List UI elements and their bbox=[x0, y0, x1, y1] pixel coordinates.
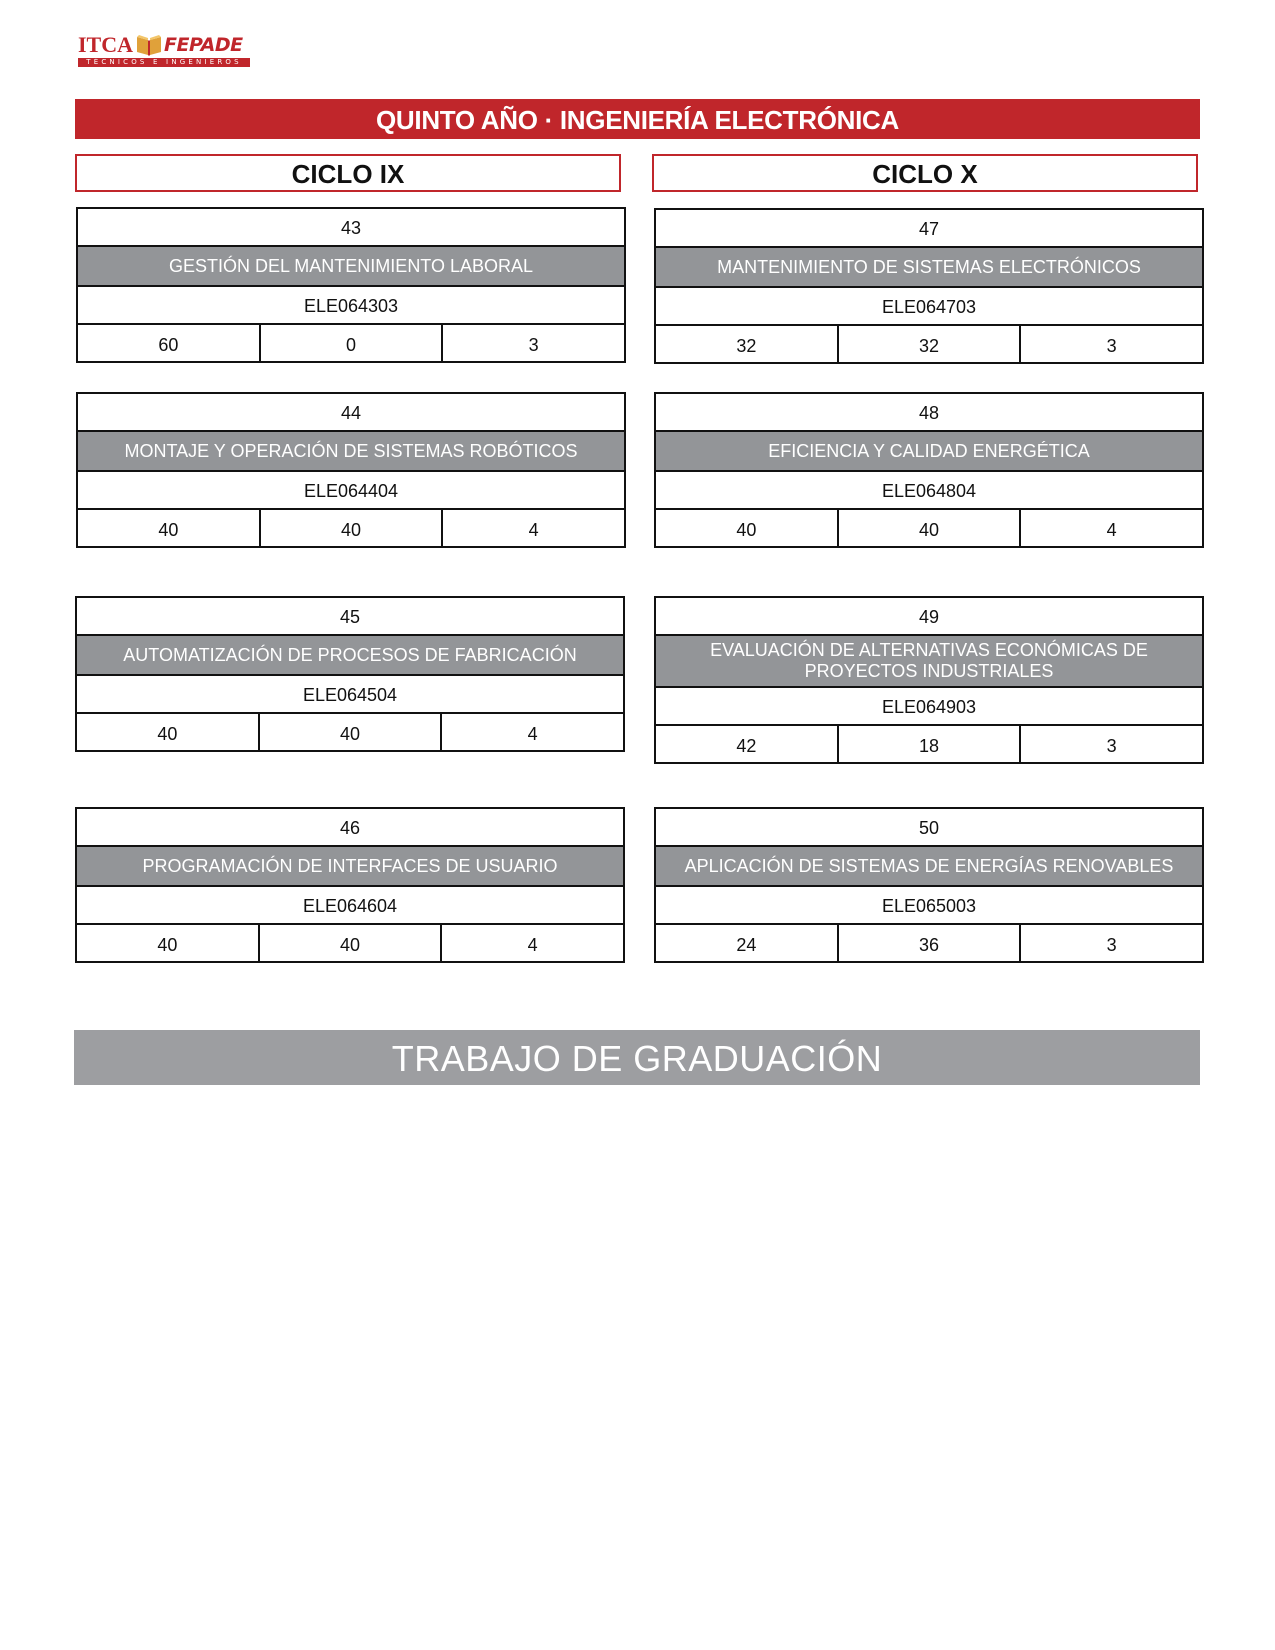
course-value-2: 40 bbox=[260, 714, 443, 750]
course-hours-row bbox=[77, 714, 623, 750]
course-value-2: 0 bbox=[261, 325, 444, 361]
course-code: ELE064703 bbox=[656, 288, 1202, 326]
course-hours-row bbox=[656, 726, 1202, 762]
course-card bbox=[76, 207, 626, 363]
course-number: 47 bbox=[656, 210, 1202, 248]
cycle-x-header: CICLO X bbox=[652, 154, 1198, 192]
course-value-1: 32 bbox=[656, 326, 839, 362]
cycle-ix-header: CICLO IX bbox=[75, 154, 621, 192]
course-code: ELE064404 bbox=[78, 472, 624, 510]
course-number: 43 bbox=[78, 209, 624, 247]
course-name: PROGRAMACIÓN DE INTERFACES DE USUARIO bbox=[77, 847, 623, 887]
course-code: ELE065003 bbox=[656, 887, 1202, 925]
course-value-1: 24 bbox=[656, 925, 839, 961]
course-name: APLICACIÓN DE SISTEMAS DE ENERGÍAS RENOVABLES bbox=[656, 847, 1202, 887]
course-name: MANTENIMIENTO DE SISTEMAS ELECTRÓNICOS bbox=[656, 248, 1202, 288]
graduation-work-banner: TRABAJO DE GRADUACIÓN bbox=[74, 1030, 1200, 1085]
course-value-2: 32 bbox=[839, 326, 1022, 362]
course-name: EVALUACIÓN DE ALTERNATIVAS ECONÓMICAS DE PROYECTOS INDUSTRIALES bbox=[656, 636, 1202, 688]
logo-fepade-text: FEPADE bbox=[164, 34, 243, 56]
course-value-2: 18 bbox=[839, 726, 1022, 762]
course-value-1: 40 bbox=[656, 510, 839, 546]
course-code: ELE064604 bbox=[77, 887, 623, 925]
logo-itca-text: ITCA bbox=[78, 32, 134, 57]
course-number: 49 bbox=[656, 598, 1202, 636]
course-value-3: 3 bbox=[528, 335, 539, 355]
year-title-banner: QUINTO AÑO · INGENIERÍA ELECTRÓNICA bbox=[75, 99, 1200, 139]
course-number: 48 bbox=[656, 394, 1202, 432]
course-value-1: 40 bbox=[77, 714, 260, 750]
course-card bbox=[654, 392, 1204, 548]
open-book-icon bbox=[136, 34, 162, 56]
course-name: GESTIÓN DEL MANTENIMIENTO LABORAL bbox=[78, 247, 624, 287]
course-value-2: 40 bbox=[261, 510, 444, 546]
course-value-2: 40 bbox=[839, 510, 1022, 546]
course-value-1: 42 bbox=[656, 726, 839, 762]
course-code: ELE064804 bbox=[656, 472, 1202, 510]
course-value-3: 4 bbox=[1106, 520, 1117, 540]
course-hours-row bbox=[656, 925, 1202, 961]
course-code: ELE064903 bbox=[656, 688, 1202, 726]
course-number: 46 bbox=[77, 809, 623, 847]
course-value-3: 3 bbox=[1106, 935, 1117, 955]
course-code: ELE064504 bbox=[77, 676, 623, 714]
itca-fepade-logo bbox=[78, 30, 253, 70]
course-name: AUTOMATIZACIÓN DE PROCESOS DE FABRICACIÓN bbox=[77, 636, 623, 676]
logo-tagline: TÉCNICOS E INGENIEROS bbox=[78, 58, 250, 67]
course-value-3: 4 bbox=[528, 520, 539, 540]
course-number: 50 bbox=[656, 809, 1202, 847]
course-card bbox=[75, 807, 625, 963]
course-name: MONTAJE Y OPERACIÓN DE SISTEMAS ROBÓTICOS bbox=[78, 432, 624, 472]
course-hours-row bbox=[656, 510, 1202, 546]
course-value-3: 4 bbox=[527, 724, 538, 744]
course-number: 45 bbox=[77, 598, 623, 636]
course-card bbox=[76, 392, 626, 548]
course-value-2: 36 bbox=[839, 925, 1022, 961]
course-value-1: 40 bbox=[77, 925, 260, 961]
course-value-3: 4 bbox=[527, 935, 538, 955]
course-value-3: 3 bbox=[1106, 336, 1117, 356]
course-value-1: 60 bbox=[78, 325, 261, 361]
course-name: EFICIENCIA Y CALIDAD ENERGÉTICA bbox=[656, 432, 1202, 472]
course-card bbox=[654, 208, 1204, 364]
course-hours-row bbox=[78, 325, 624, 361]
course-number: 44 bbox=[78, 394, 624, 432]
course-value-2: 40 bbox=[260, 925, 443, 961]
course-value-3: 3 bbox=[1106, 736, 1117, 756]
course-card bbox=[654, 807, 1204, 963]
course-code: ELE064303 bbox=[78, 287, 624, 325]
course-hours-row bbox=[77, 925, 623, 961]
course-hours-row bbox=[656, 326, 1202, 362]
course-card bbox=[654, 596, 1204, 764]
course-hours-row bbox=[78, 510, 624, 546]
course-value-1: 40 bbox=[78, 510, 261, 546]
course-card bbox=[75, 596, 625, 752]
